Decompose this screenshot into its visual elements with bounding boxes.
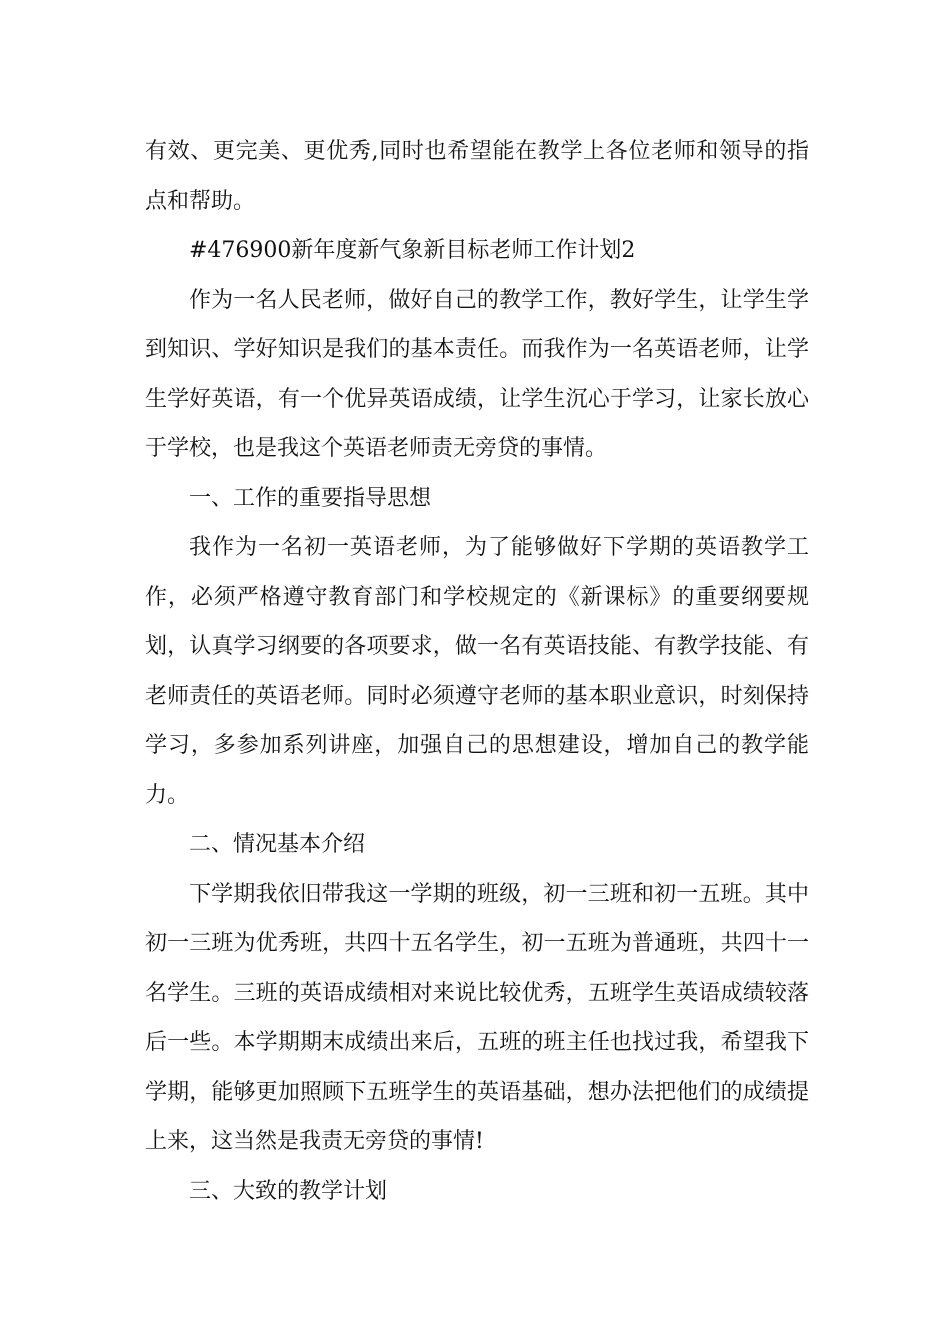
section-heading-1: 一、工作的重要指导思想 (189, 485, 432, 511)
paragraph-section-2: 下学期我依旧带我这一学期的班级，初一三班和初一五班。其中初一三班为优秀班，共四十五名学生，初一五班为普通班，共四十一名学生。三班的英语成绩相对来说比较优秀，五班学生英语成绩较落后一些。本学期期末成绩出来后，五班的班主任也找过我，希望我下学期，能够更加照顾下五班学生的英语基础，想办法把他们的成绩提上来，这当然是我责无旁贷的事情! (145, 881, 809, 1154)
section-heading-2: 二、情况基本介绍 (189, 832, 366, 857)
document-body (145, 127, 809, 1216)
paragraph-intro: 作为一名人民老师，做好自己的教学工作，教好学生，让学生学到知识、学好知识是我们的基本责任。而我作为一名英语老师，让学生学好英语，有一个优异英语成绩，让学生沉心于学习，让家长放心于学校，也是我这个英语老师责无旁贷的事情。 (145, 287, 809, 461)
paragraph-continuation: 有效、更完美、更优秀,同时也希望能在教学上各位老师和领导的指点和帮助。 (145, 139, 809, 214)
document-title: #476900新年度新气象新目标老师工作计划2 (189, 238, 636, 263)
paragraph-section-1: 我作为一名初一英语老师，为了能够做好下学期的英语教学工作，必须严格遵守教育部门和学校规定的《新课标》的重要纲要规划，认真学习纲要的各项要求，做一名有英语技能、有教学技能、有老师责任的英语老师。同时必须遵守老师的基本职业意识，时刻保持学习，多参加系列讲座，加强自己的思想建设，增加自己的教学能力。 (145, 535, 809, 808)
section-heading-3: 三、大致的教学计划 (189, 1178, 388, 1204)
